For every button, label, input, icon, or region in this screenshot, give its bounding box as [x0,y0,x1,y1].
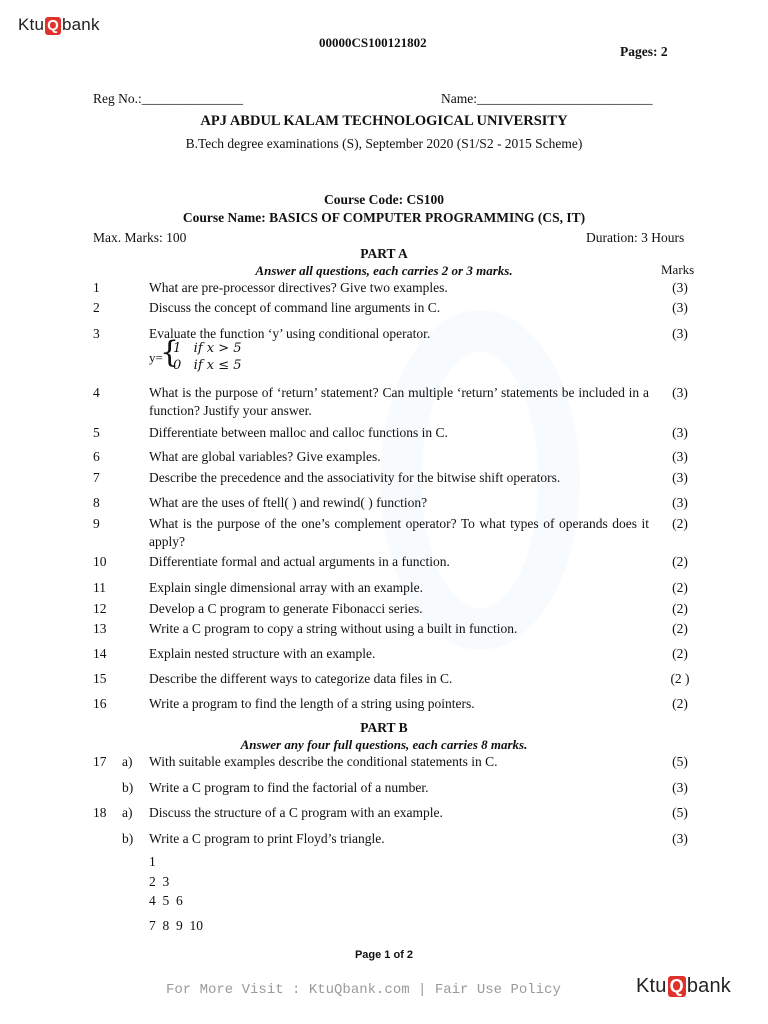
question-marks: (2) [672,696,688,711]
question-text: Write a C program to copy a string without using a built in function. [149,621,518,636]
triangle-row: 4 5 6 [149,893,183,908]
question-number: 18 [93,805,107,820]
question-text: Describe the different ways to categorize data files in C. [149,671,453,686]
question-text: What are pre-processor directives? Give two examples. [149,280,448,295]
question-text: Discuss the structure of a C program with an example. [149,805,443,820]
question-marks: (2) [672,621,688,636]
question-marks: (3) [672,385,688,400]
question-marks: (3) [672,326,688,341]
question-marks: (2) [672,516,688,531]
question-text: What are the uses of ftell( ) and rewind( ) function? [149,495,428,510]
question-text: Write a C program to find the factorial of a number. [149,780,429,795]
question-marks: (2 ) [670,671,690,686]
part-a-instruction: Answer all questions, each carries 2 or 3 marks. [255,263,513,278]
question-marks: (3) [672,470,688,485]
marks-column-header: Marks [661,262,695,277]
question-number: 10 [93,554,107,569]
course-name: Course Name: BASICS OF COMPUTER PROGRAMMING (CS, IT) [182,210,586,225]
question-number: 7 [93,470,100,485]
question-number: 6 [93,449,100,464]
question-text: What is the purpose of the one’s complement operator? To what types of operands does it apply? [149,516,649,549]
question-number: 12 [93,601,107,616]
question-text: Differentiate formal and actual arguments in a function. [149,554,450,569]
name-field: Name:__________________________ [441,91,653,106]
question-marks: (2) [672,580,688,595]
question-marks: (2) [672,554,688,569]
question-marks: (3) [672,425,688,440]
question-number: 11 [93,580,106,595]
question-marks: (3) [672,780,688,795]
question-text: Write a program to find the length of a string using pointers. [149,696,475,711]
formula-case-1: 1 if x > 5 [173,341,242,356]
max-marks: Max. Marks: 100 [93,230,187,245]
question-number: 13 [93,621,107,636]
question-text: Develop a C program to generate Fibonacci series. [149,601,423,616]
question-marks: (2) [672,646,688,661]
question-text: Describe the precedence and the associativity for the bitwise shift operators. [149,470,561,485]
question-number: 5 [93,425,100,440]
question-subpart: b) [122,780,134,795]
formula-lhs: y= [149,350,163,365]
duration: Duration: 3 Hours [586,230,685,245]
question-subpart: b) [122,831,134,846]
page-number: Page 1 of 2 [354,949,414,961]
question-text: With suitable examples describe the conditional statements in C. [149,754,498,769]
brace-symbol: { [160,335,180,370]
question-number: 17 [93,754,107,769]
question-number: 14 [93,646,107,661]
exam-title: B.Tech degree examinations (S), September 2020 (S1/S2 - 2015 Scheme) [185,136,583,151]
formula-case-2: 0 if x ≤ 5 [173,358,242,373]
question-text: Evaluate the function ‘y’ using conditional operator. [149,326,431,341]
question-number: 1 [93,280,100,295]
question-marks: (3) [672,831,688,846]
triangle-row: 2 3 [149,874,170,889]
question-number: 8 [93,495,100,510]
page-count: Pages: 2 [620,44,668,59]
question-marks: (3) [672,449,688,464]
question-text: Write a C program to print Floyd’s triangle. [149,831,385,846]
question-number: 4 [93,385,100,400]
question-text: What are global variables? Give examples. [149,449,381,464]
triangle-row: 7 8 9 10 [149,918,203,933]
part-b-instruction: Answer any four full questions, each carries 8 marks. [240,737,528,752]
question-number: 3 [93,326,100,341]
question-marks: (3) [672,300,688,315]
question-subpart: a) [122,754,133,769]
question-number: 15 [93,671,107,686]
course-code: Course Code: CS100 [324,192,444,207]
part-a-title: PART A [360,246,408,261]
question-marks: (3) [672,495,688,510]
ktuqbank-logo-footer[interactable]: Ktu Q bank [636,975,731,997]
ktuqbank-logo[interactable]: Ktu Q bank [18,15,100,34]
question-text: Explain single dimensional array with an example. [149,580,424,595]
visit-footer-link[interactable]: For More Visit : KtuQbank.com | Fair Use Policy [166,982,561,998]
paper-code: 00000CS100121802 [319,35,427,50]
question-text: Differentiate between malloc and calloc functions in C. [149,425,448,440]
question-subpart: a) [122,805,133,820]
question-marks: (5) [672,754,688,769]
question-marks: (3) [672,280,688,295]
reg-no-field: Reg No.:_______________ [93,91,243,106]
question-number: 16 [93,696,107,711]
university-title: APJ ABDUL KALAM TECHNOLOGICAL UNIVERSITY [200,113,568,129]
triangle-row: 1 [149,854,156,869]
question-marks: (5) [672,805,688,820]
question-text: What is the purpose of ‘return’ statement? Can multiple ‘return’ statements be included in a function? Justify your answer. [149,385,649,418]
question-text: Explain nested structure with an example. [149,646,376,661]
part-b-title: PART B [360,720,408,735]
question-number: 2 [93,300,100,315]
question-text: Discuss the concept of command line arguments in C. [149,300,441,315]
question-marks: (2) [672,601,688,616]
question-number: 9 [93,516,100,531]
